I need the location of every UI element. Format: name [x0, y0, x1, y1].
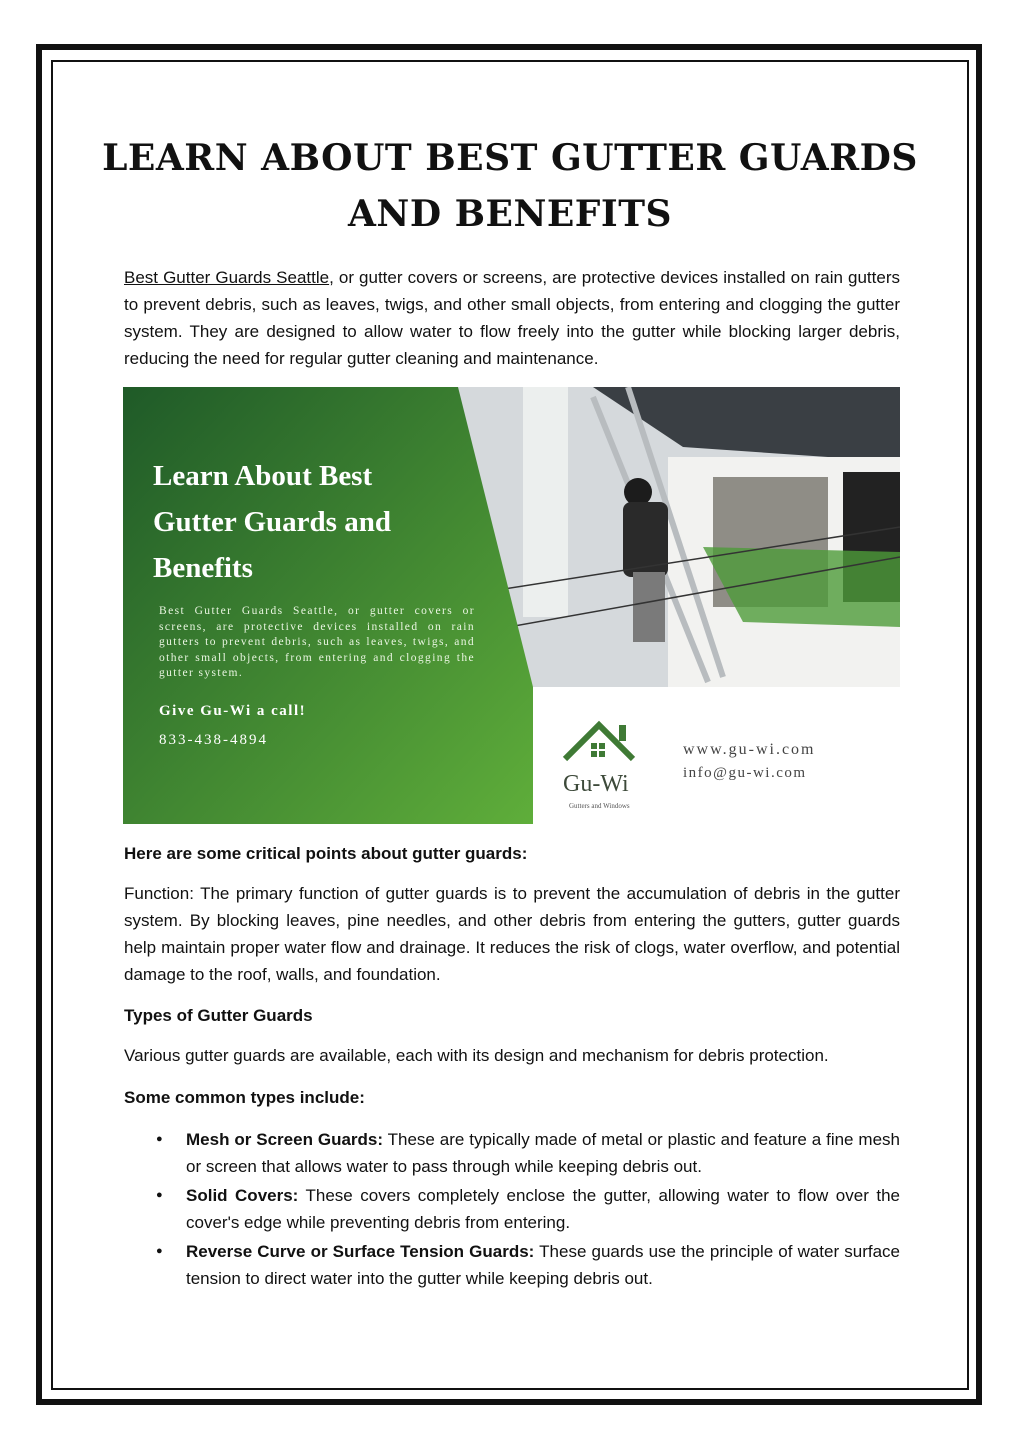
type-desc: These covers completely enclose the gutter, allowing water to flow over the cover's edge while preventing debris from entering. [186, 1186, 900, 1232]
types-heading: Types of Gutter Guards [124, 1006, 313, 1025]
list-item [124, 1126, 900, 1180]
banner-body: Best Gutter Guards Seattle, or gutter covers or screens, are protective devices installed on rain gutters to prevent debris, such as leaves, twigs, and other small objects, from entering and clogging the gutter system. [159, 605, 475, 679]
banner-website: www.gu-wi.com [683, 741, 816, 758]
type-name: Solid Covers: [186, 1186, 299, 1205]
banner-email: info@gu-wi.com [683, 765, 807, 781]
type-name: Mesh or Screen Guards: [186, 1130, 384, 1149]
function-text: Function: The primary function of gutter guards is to prevent the accumulation of debris in the gutter system. By blocking leaves, pine needles, and other debris from entering the gutters, gutter guards help maintain proper water flow and drainage. It reduces the risk of clogs, water overflow, and potential damage to the roof, walls, and foundation. [124, 884, 900, 984]
logo-tagline: Gutters and Windows [569, 802, 630, 810]
gutter-guards-link[interactable]: Best Gutter Guards Seattle [124, 268, 330, 287]
logo-name: Gu-Wi [563, 771, 629, 797]
types-paragraph: Various gutter guards are available, each with its design and mechanism for debris protection. [124, 1046, 829, 1065]
list-item [124, 1238, 900, 1292]
list-item [124, 1182, 900, 1236]
type-desc: These guards use the principle of water surface tension to direct water into the gutter while keeping debris out. [186, 1242, 900, 1288]
banner-phone: 833-438-4894 [159, 732, 268, 748]
promo-banner-image [123, 387, 900, 824]
common-types-heading: Some common types include: [124, 1088, 365, 1107]
type-desc: These are typically made of metal or plastic and feature a fine mesh or screen that allows water to pass through while keeping debris out. [186, 1130, 900, 1176]
page-title: LEARN ABOUT BEST GUTTER GUARDS AND BENEFITS [102, 137, 918, 235]
critical-points-heading: Here are some critical points about gutter guards: [124, 844, 528, 863]
function-paragraph [124, 880, 900, 988]
intro-text: , or gutter covers or screens, are protective devices installed on rain gutters to prevent debris, such as leaves, twigs, and other small objects, from entering and clogging the gutter system. They are designed to allow water to flow freely into the gutter while blocking larger debris, reducing the need for regular gutter cleaning and maintenance. [124, 268, 900, 368]
type-name: Reverse Curve or Surface Tension Guards: [186, 1242, 535, 1261]
banner-title: Learn About Best Gutter Guards and Benefits [153, 460, 391, 584]
intro-paragraph [124, 264, 900, 372]
types-list [124, 1126, 900, 1294]
banner-cta: Give Gu-Wi a call! [159, 703, 307, 719]
